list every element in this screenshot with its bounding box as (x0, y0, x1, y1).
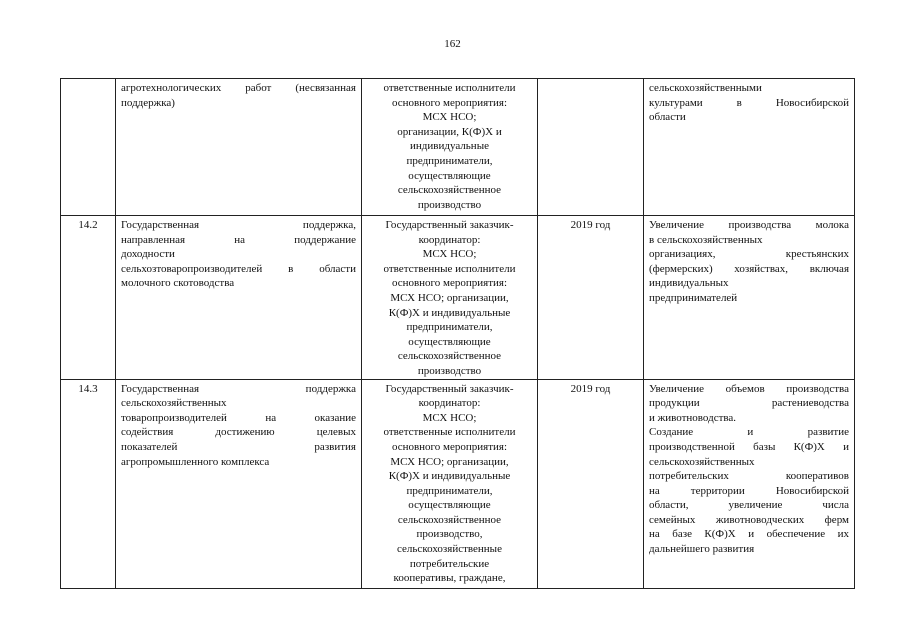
text-line: области (649, 111, 686, 124)
table-row (61, 79, 855, 216)
text-line: сельскохозяйственными (649, 82, 762, 94)
text-line: Государственная поддержка, (121, 219, 356, 231)
text-line: осуществляющие (408, 335, 491, 348)
text-line: в сельскохозяйственных (649, 233, 763, 246)
deadline: 2019 год (538, 379, 644, 588)
text-line: ответственные исполнители (383, 82, 516, 94)
text-line: предприниматели, (406, 484, 493, 497)
text-line: К(Ф)Х и индивидуальные (388, 306, 511, 319)
text-line: индивидуальных (649, 277, 729, 290)
text-line: области, увеличение числа (649, 499, 849, 512)
text-line: на базе К(Ф)Х и обеспечение их (649, 528, 849, 541)
text-line: предпринимателей (649, 291, 738, 304)
table-row (61, 379, 855, 588)
text-line: сельскохозяйственных (649, 455, 755, 468)
text-line: основного мероприятия: (391, 277, 508, 290)
measure-name (116, 379, 362, 588)
text-line: направленная на поддержание (121, 233, 356, 246)
text-line: осуществляющие (408, 499, 491, 512)
text-line: сельскохозяйственное (397, 184, 502, 197)
text-line: доходности (121, 248, 175, 261)
text-line: Создание и развитие (649, 426, 849, 439)
text-line: производство, (416, 528, 483, 541)
text-line: Увеличение производства молока (649, 219, 849, 231)
row-number: 14.2 (61, 216, 116, 380)
text-line: координатор: (418, 233, 481, 246)
text-line: сельскохозяйственное (397, 513, 502, 526)
text-line: кооперативы, граждане, (393, 572, 506, 585)
text-line: производство (417, 198, 482, 211)
text-line: Государственный заказчик- (385, 219, 514, 231)
row-number: 14.3 (61, 379, 116, 588)
text-line: показателей развития (121, 440, 356, 453)
text-line: предприниматели, (406, 321, 493, 334)
text-line: дальнейшего развития (649, 543, 755, 556)
row-number (61, 79, 116, 216)
executors (362, 379, 538, 588)
text-line: сельскохозяйственное (397, 350, 502, 363)
text-line: на территории Новосибирской (649, 484, 849, 497)
measure-name (116, 79, 362, 216)
text-line: сельскохозяйственных (121, 397, 227, 410)
text-line: МСХ НСО; (422, 111, 477, 124)
text-line: основного мероприятия: (391, 96, 508, 109)
text-line: агропромышленного комплекса (121, 455, 270, 468)
text-line: товаропроизводителей на оказание (121, 411, 356, 424)
text-line: предприниматели, (406, 154, 493, 167)
deadline: 2019 год (538, 216, 644, 380)
expected-result (644, 379, 855, 588)
text-line: ответственные исполнители (383, 262, 516, 275)
text-line: Увеличение объемов производства (649, 382, 849, 395)
text-line: индивидуальные (410, 140, 489, 153)
text-line: семейных животноводческих ферм (649, 513, 849, 526)
text-line: координатор: (418, 397, 481, 410)
text-line: содействия достижению целевых (121, 426, 356, 439)
text-line: Государственный заказчик- (385, 382, 514, 395)
measure-name (116, 216, 362, 380)
text-line: агротехнологических работ (несвязанная (121, 82, 356, 94)
text-line: осуществляющие (408, 169, 491, 182)
text-line: молочного скотоводства (121, 277, 235, 290)
text-line: культурами в Новосибирской (649, 96, 849, 109)
text-line: сельхозтоваропроизводителей в области (121, 262, 356, 275)
executors (362, 216, 538, 380)
deadline (538, 79, 644, 216)
text-line: производственной базы К(Ф)Х и (649, 440, 849, 453)
text-line: поддержка) (121, 96, 175, 109)
text-line: организации, К(Ф)Х и (397, 125, 502, 138)
page-number: 162 (444, 38, 461, 50)
text-line: основного мероприятия: (391, 440, 508, 453)
text-line: ответственные исполнители (383, 426, 516, 439)
text-line: продукции растениеводства (649, 397, 849, 410)
expected-result (644, 79, 855, 216)
text-line: потребительские (409, 557, 490, 570)
text-line: МСХ НСО; организации, (390, 455, 509, 468)
text-line: МСХ НСО; (422, 248, 477, 261)
text-line: К(Ф)Х и индивидуальные (388, 470, 511, 483)
text-line: и животноводства. (649, 411, 737, 424)
text-line: (фермерских) хозяйствах, включая (649, 262, 849, 275)
text-line: МСХ НСО; (422, 411, 477, 424)
executors (362, 79, 538, 216)
text-line: МСХ НСО; организации, (390, 291, 509, 304)
expected-result (644, 216, 855, 380)
program-measures-table (60, 78, 855, 589)
text-line: сельскохозяйственные (397, 543, 502, 556)
text-line: Государственная поддержка (121, 382, 356, 395)
text-line: организациях, крестьянских (649, 248, 849, 261)
text-line: производство (417, 364, 482, 377)
text-line: потребительских кооперативов (649, 470, 849, 483)
table-row (61, 216, 855, 380)
